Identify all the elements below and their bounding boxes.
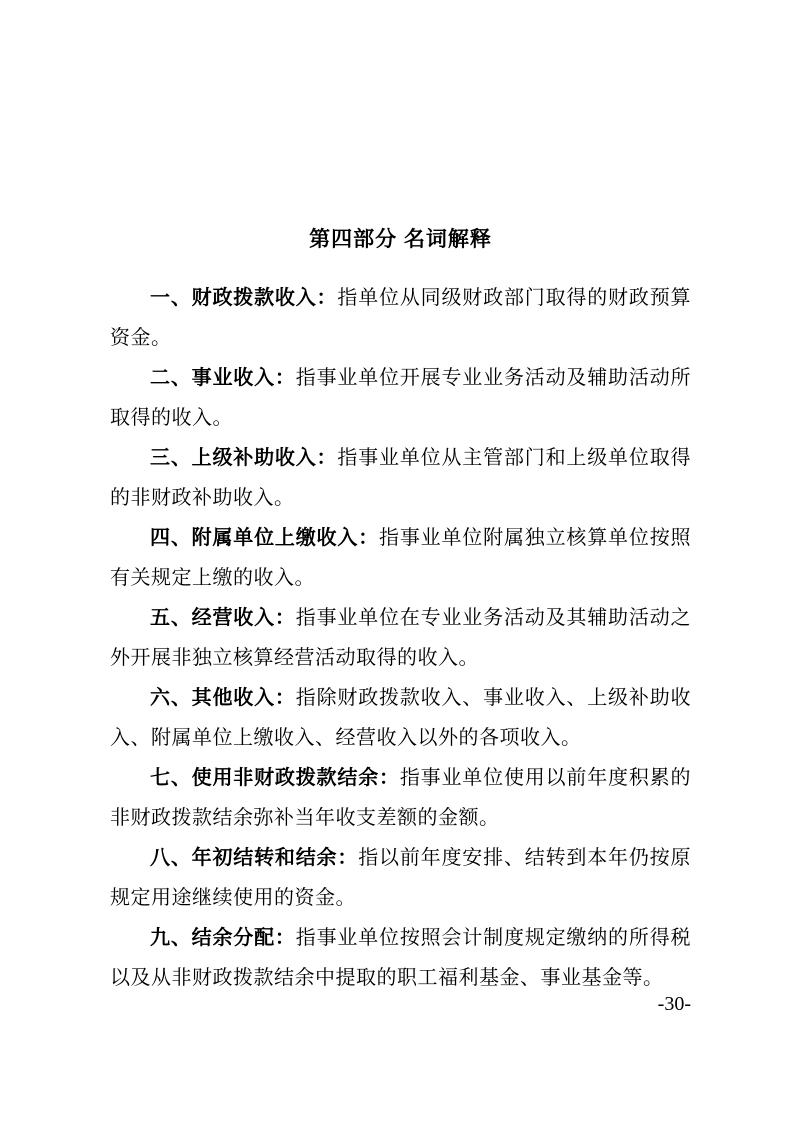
term-label: 九、结余分配： (150, 927, 296, 949)
definition-paragraph (110, 598, 691, 678)
term-definition: 指事业单位使用以前年度积累的非财政拨款结余弥补当年收支差额的金额。 (110, 767, 692, 829)
term-definition: 指除财政拨款收入、事业收入、上级补助收入、附属单位上缴收入、经营收入以外的各项收入。 (110, 687, 692, 749)
term-definition: 指事业单位按照会计制度规定缴纳的所得税以及从非财政拨款结余中提取的职工福利基金、事业基金等。 (110, 927, 692, 989)
definition-paragraph (110, 918, 691, 998)
definition-paragraph (110, 358, 691, 438)
term-definition: 指以前年度安排、结转到本年仍按原规定用途继续使用的资金。 (110, 847, 692, 909)
definition-paragraph (110, 278, 691, 358)
term-label: 一、财政拨款收入： (150, 287, 338, 309)
term-definition: 指事业单位附属独立核算单位按照有关规定上缴的收入。 (110, 527, 692, 589)
term-definition: 指事业单位从主管部门和上级单位取得的非财政补助收入。 (110, 447, 692, 509)
term-label: 五、经营收入： (150, 607, 296, 629)
page-title: 第四部分 名词解释 (309, 228, 492, 251)
term-definition: 指单位从同级财政部门取得的财政预算资金。 (110, 287, 692, 349)
definitions-list (110, 278, 691, 998)
term-label: 七、使用非财政拨款结余： (150, 767, 400, 789)
term-label: 四、附属单位上缴收入： (150, 527, 380, 549)
definition-paragraph (110, 518, 691, 598)
term-label: 六、其他收入： (150, 687, 296, 709)
term-label: 二、事业收入： (150, 367, 296, 389)
term-label: 八、年初结转和结余： (150, 847, 359, 869)
term-definition: 指事业单位在专业业务活动及其辅助活动之外开展非独立核算经营活动取得的收入。 (110, 607, 692, 669)
definition-paragraph (110, 758, 691, 838)
term-label: 三、上级补助收入： (150, 447, 338, 469)
definition-paragraph (110, 838, 691, 918)
page-number: -30- (657, 993, 691, 1015)
term-definition: 指事业单位开展专业业务活动及辅助活动所取得的收入。 (110, 367, 692, 429)
definition-paragraph (110, 438, 691, 518)
document-content (110, 226, 691, 998)
definition-paragraph (110, 678, 691, 758)
